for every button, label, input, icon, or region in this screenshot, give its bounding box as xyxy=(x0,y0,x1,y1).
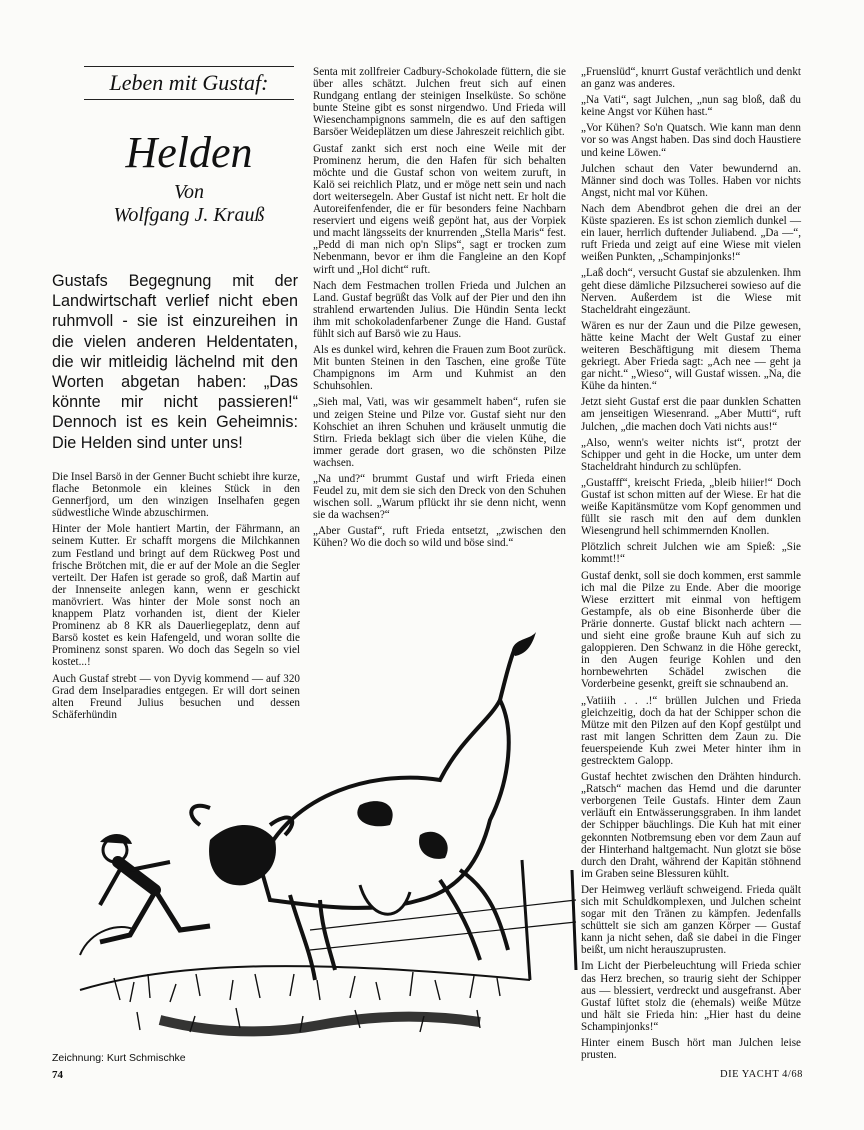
paragraph: „Laß doch“, versucht Gustaf sie abzulenken. Ihm geht diese dämliche Pilzsucherei sowieso auf die Nerven. Außerdem ist die Wiese mit Stacheldraht eingezäunt. xyxy=(581,267,801,316)
paragraph: „Na Vati“, sagt Julchen, „nun sag bloß, daß du keine Angst vor Kühen hast.“ xyxy=(581,94,801,119)
paragraph: Der Heimweg verläuft schweigend. Frieda quält sich mit Schuldkomplexen, und Julchen scheint sogar mit den Tränen zu kämpfen. Jedenfalls schüttelt sie sich am ganzen Körper — Gustaf kann ja nicht sehen, daß sie dabei in die Finger beißt, um nicht herauszuprusten. xyxy=(581,883,801,957)
paragraph: Nach dem Abendbrot gehen die drei an der Küste spazieren. Es ist schon ziemlich dunkel — ein lauer, herrlich duftender Juliabend. „Da —“, ruft Frieda und zeigt auf eine Wiese mit vielen weißen Punkten, „Schampinjonks!“ xyxy=(581,202,801,264)
page-number: 74 xyxy=(52,1069,63,1081)
lead-paragraph: Gustafs Begegnung mit der Landwirtschaft verlief nicht eben ruhmvoll - sie ist einzureihen in die vielen anderen Heldentaten, die wir mitleidig lächelnd mit den Worten abgetan haben: „Das könnte mir nicht passieren!“ Dennoch ist es kein Geheimnis: Die Helden sind unter uns! xyxy=(52,272,298,452)
paragraph: Die Insel Barsö in der Genner Bucht schiebt ihre kurze, flache Betonmole ein kleines Stück in den Gennerfjord, um den winzigen Inselhafen gegen südwestliche Winde abzuschirmen. xyxy=(52,471,300,520)
paragraph: Julchen schaut den Vater bewundernd an. Männer sind doch was Tolles. Haben vor nichts Angst, nicht mal vor Kühen. xyxy=(581,162,801,199)
rubric-box xyxy=(84,66,294,100)
paragraph: Gustaf denkt, soll sie doch kommen, erst sammle ich mal die Pilze zu Ende. Aber die moorige Wiese erzittert mit einmal von heftigem Gestampfe, als ob eine Bisonherde über die Prärie donnerte. Gustaf blickt nach achtern — und sieht eine große braune Kuh auf sich zu galoppieren. Den Schwanz in die Höhe gereckt, in den Augen feurige Kohlen und den hornbewehrten Schädel zwischen die Vorderbeine gesenkt, greift sie schnaubend an. xyxy=(581,569,801,691)
illustration-credit: Zeichnung: Kurt Schmischke xyxy=(52,1052,186,1064)
cow-chasing-man-illustration xyxy=(60,630,580,1055)
paragraph: Jetzt sieht Gustaf erst die paar dunklen Schatten am jenseitigen Wiesenrand. „Aber Mutti“, ruft Julchen, „die machen doch Vati nichts aus!“ xyxy=(581,396,801,433)
paragraph: „Aber Gustaf“, ruft Frieda entsetzt, „zwischen den Kühen? Wo die doch so wild und böse sind.“ xyxy=(313,525,566,550)
paragraph: Auch Gustaf strebt — von Dyvig kommend — auf 320 Grad dem Inselparadies entgegen. Er will dort seinen alten Freund Julius besuchen und dessen Schäferhündin xyxy=(52,672,300,721)
paragraph: „Fruenslüd“, knurrt Gustaf verächtlich und denkt an ganz was anderes. xyxy=(581,66,801,91)
column-3 xyxy=(581,66,801,1065)
paragraph: Nach dem Festmachen trollen Frieda und Julchen an Land. Gustaf begrüßt das Volk auf der Pier und den ihn strahlend erwartenden Julius. Die Hündin Senta leckt ihm mit schokoladenfarbener Zunge die Hand. Gustaf fühlt sich auf Barsö wie zu Haus. xyxy=(313,279,566,340)
paragraph: Als es dunkel wird, kehren die Frauen zum Boot zurück. Mit bunten Steinen in den Taschen, eine große Tüte Champignons im Arm und Kuhmist an den Schuhsohlen. xyxy=(313,344,566,393)
paragraph: „Sieh mal, Vati, was wir gesammelt haben“, rufen sie und zeigen Steine und Pilze vor. Gustaf sieht nur den Kohschiet an ihren Schuhen und kräuselt unmutig die Stirn. Frieda beklagt sich über die vielen Kühe, die immer gerade dort grasen, wo die schönsten Pilze wachsen. xyxy=(313,396,566,469)
paragraph: „Na und?“ brummt Gustaf und wirft Frieda einen Feudel zu, mit dem sie sich den Dreck von den Schuhen wischen soll. „Warum pflückt ihr sie denn nicht, wenn sie da wachsen?“ xyxy=(313,473,566,522)
byline-von: Von xyxy=(174,181,204,203)
paragraph: Wären es nur der Zaun und die Pilze gewesen, hätte keine Macht der Welt Gustaf zu einer weiteren Beschäftigung mit diesem Thema gekriegt. Aber Frieda sagt: „Ach nee — geht ja gar nicht.“ „Wieso“, will Gustaf wissen. „Na, die Kühe da hinten.“ xyxy=(581,319,801,393)
paragraph: „Gustafff“, kreischt Frieda, „bleib hiiier!“ Doch Gustaf ist schon mitten auf der Wiese. Er hat die weiße Kapitänsmütze vom Kopf genommen und füllt sie rasch mit den auf dem dunklen Wiesengrund hell schimmernden Knollen. xyxy=(581,476,801,538)
paragraph: Plötzlich schreit Julchen wie am Spieß: „Sie kommt!!“ xyxy=(581,541,801,566)
paragraph: Hinter einem Busch hört man Julchen leise prusten. xyxy=(581,1037,801,1062)
paragraph: Gustaf zankt sich erst noch eine Weile mit der Prominenz herum, die den Hafen für sich behalten möchte und die Gustaf schon von weitem zuruft, in Kalö sei reichlich Platz, und er möge nett sein und nach dort weitersegeln. Aber Gustaf ist nicht nett. Er holt die Autoreifenfender, die er für besonders feine Nachbarn reserviert und eigens weiß gepönt hat, aus der Vorpiek und macht längsseits der knurrenden „Stella Maris“ fest. „Pedd di man nich op'n Slips“, sagt er trocken zum Nebenmann, bevor er ihm die Fangleine an den Kopf wirft und „Hol dicht“ ruft. xyxy=(313,142,566,276)
paragraph: Hinter der Mole hantiert Martin, der Fährmann, an seinem Kutter. Er schafft morgens die Milchkannen zum Festland und bringt auf dem Rückweg Post und frische Brötchen mit, die er auf der Mole an die Segler verteilt. Der Hafen ist gerade so groß, daß Martin auf der Innenseite anlegen kann, wenn er geschickt manövriert. Was hinter der Mole sonst noch an knappem Platz vorhanden ist, dient der Kieler Prominenz ab 8 KR als Dauerliegeplatz, denn auf Barsö kostet es kein Hafengeld, und woran sollte die Prominenz sonst sparen. Wo doch das Segeln so viel kostet...! xyxy=(52,523,300,669)
column-2 xyxy=(313,66,566,554)
paragraph: „Also, wenn's weiter nichts ist“, protzt der Schipper und geht in die Hocke, um unter dem Stacheldraht hindurch zu schlüpfen. xyxy=(581,436,801,473)
article-title: Helden xyxy=(125,128,253,177)
issue-footer: DIE YACHT 4/68 xyxy=(720,1069,803,1080)
paragraph: Im Licht der Pierbeleuchtung will Frieda schier das Herz brechen, so traurig sieht der Schipper aus — blessiert, verdreckt und ausgefranst. Aber Gustaf lüftet stolz die (ehemals) weiße Mütze und hält sie Frieda hin: „Hier hast du deine Schampinjonks!“ xyxy=(581,960,801,1033)
paragraph: „Vor Kühen? So'n Quatsch. Wie kann man denn vor so was Angst haben. Das sind doch Haustiere und keine Löwen.“ xyxy=(581,122,801,159)
paragraph: „Vatiiih . . .!“ brüllen Julchen und Frieda gleichzeitig, doch da hat der Schipper schon die Mütze mit den Pilzen auf den Kopf gestülpt und rast mit langen Schritten dem Zaun zu. Die feuerspeiende Kuh zwei Meter hinter ihm in gestrecktem Galopp. xyxy=(581,694,801,767)
paragraph: Gustaf hechtet zwischen den Drähten hindurch. „Ratsch“ machen das Hemd und die darunter verborgenen Teile Gustafs. Hinter dem Zaun verläuft ein Entwässerungsgraben. In ihm landet der Schipper bäuchlings. Die Kuh hat mit einer gekonnten Notbremsung eben vor dem Zaun auf der Hinterhand haltgemacht. Nun glotzt sie böse durch den Draht, während der Kapitän stöhnend im Graben seine Blessuren kühlt. xyxy=(581,771,801,880)
author: Wolfgang J. Krauß xyxy=(113,204,265,226)
rubric: Leben mit Gustaf: xyxy=(109,70,269,95)
paragraph: Senta mit zollfreier Cadbury-Schokolade füttern, die sie über alles schätzt. Julchen freut sich auf einen Rundgang entlang der steinigen Inselküste. So schöne bunte Steine gibt es sonst nirgendwo. Und Frieda will Wiesenchampignons sammeln, die es auf den saftigen Barsöer Weideplätzen um diese Jahreszeit reichlich gibt. xyxy=(313,66,566,139)
